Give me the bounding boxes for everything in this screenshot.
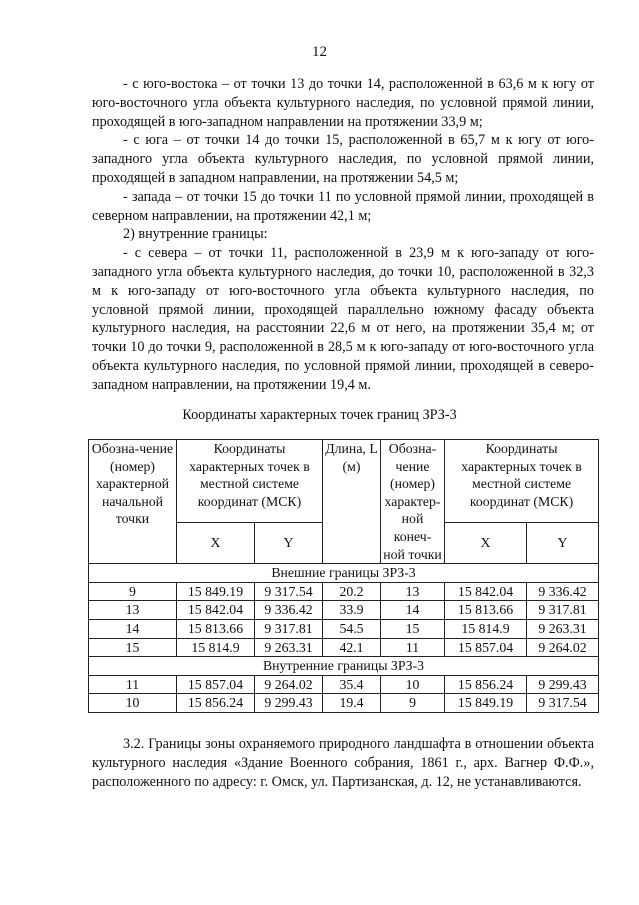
cell-end-x: 15 842.04 xyxy=(445,582,527,601)
cell-end-point: 10 xyxy=(381,675,445,694)
cell-start-x: 15 813.66 xyxy=(177,619,255,638)
header-coords-local-2: Координаты характерных точек в местной системе координат (МСК) xyxy=(445,440,599,523)
cell-end-point: 13 xyxy=(381,582,445,601)
cell-end-point: 11 xyxy=(381,638,445,657)
cell-end-x: 15 856.24 xyxy=(445,675,527,694)
section-label-inner: Внутренние границы ЗРЗ-3 xyxy=(89,657,599,676)
page-number: 12 xyxy=(312,44,327,60)
header-length: Длина, L (м) xyxy=(323,440,381,564)
paragraph-west: - запада – от точки 15 до точки 11 по условной прямой линии, проходящей в северном направлении, на протяжении 42,1 м; xyxy=(92,188,594,224)
paragraph-landscape-zone: 3.2. Границы зоны охраняемого природного ландшафта в отношении объекта культурного наследия «Здание Военного собрания, 1861 г., арх. Вагнер Ф.Ф.», расположенного по адресу: г. Омск, ул. Партизанская, д. 12, не устанавливаются. xyxy=(92,736,594,790)
table-title: Координаты характерных точек границ ЗРЗ-3 xyxy=(182,407,457,423)
cell-start-x: 15 849.19 xyxy=(177,582,255,601)
cell-start-x: 15 814.9 xyxy=(177,638,255,657)
table-row xyxy=(89,638,599,657)
cell-length: 20.2 xyxy=(323,582,381,601)
paragraph-south: - с юга – от точки 14 до точки 15, расположенной в 65,7 м к югу от юго-западного угла объекта культурного наследия, по условной прямой линии, проходящей в западном направлении, на протяжении 54,5 м; xyxy=(92,132,594,186)
body-text xyxy=(92,75,594,395)
cell-end-x: 15 813.66 xyxy=(445,601,527,620)
cell-start-point: 15 xyxy=(89,638,177,657)
header-x: X xyxy=(177,523,255,564)
table-row xyxy=(89,694,599,713)
table-header-row xyxy=(89,440,599,523)
cell-start-x: 15 856.24 xyxy=(177,694,255,713)
cell-start-y: 9 317.81 xyxy=(255,619,323,638)
cell-end-point: 9 xyxy=(381,694,445,713)
table-row xyxy=(89,582,599,601)
cell-end-y: 9 317.54 xyxy=(527,694,599,713)
cell-length: 33.9 xyxy=(323,601,381,620)
cell-length: 54.5 xyxy=(323,619,381,638)
closing-text xyxy=(92,735,594,791)
header-y-2: Y xyxy=(527,523,599,564)
cell-end-x: 15 849.19 xyxy=(445,694,527,713)
cell-length: 19.4 xyxy=(323,694,381,713)
cell-end-y: 9 299.43 xyxy=(527,675,599,694)
table-row xyxy=(89,601,599,620)
header-end-point: Обозна-чение (номер) характер-ной конеч-ной точки xyxy=(381,440,445,564)
cell-start-y: 9 317.54 xyxy=(255,582,323,601)
header-start-point: Обозна-чение (номер) характерной начальной точки xyxy=(89,440,177,564)
cell-start-y: 9 299.43 xyxy=(255,694,323,713)
cell-start-point: 10 xyxy=(89,694,177,713)
cell-start-y: 9 336.42 xyxy=(255,601,323,620)
cell-end-y: 9 263.31 xyxy=(527,619,599,638)
header-coords-local: Координаты характерных точек в местной системе координат (МСК) xyxy=(177,440,323,523)
section-row-outer xyxy=(89,564,599,583)
cell-end-x: 15 857.04 xyxy=(445,638,527,657)
section-label-outer: Внешние границы ЗРЗ-3 xyxy=(89,564,599,583)
cell-start-y: 9 263.31 xyxy=(255,638,323,657)
cell-end-point: 14 xyxy=(381,601,445,620)
cell-length: 35.4 xyxy=(323,675,381,694)
cell-end-x: 15 814.9 xyxy=(445,619,527,638)
section-row-inner xyxy=(89,657,599,676)
cell-end-y: 9 336.42 xyxy=(527,582,599,601)
cell-start-x: 15 857.04 xyxy=(177,675,255,694)
cell-start-x: 15 842.04 xyxy=(177,601,255,620)
paragraph-inner-heading: 2) внутренние границы: xyxy=(123,226,268,243)
coordinates-table xyxy=(88,439,599,713)
table-row xyxy=(89,675,599,694)
cell-start-point: 9 xyxy=(89,582,177,601)
cell-start-point: 14 xyxy=(89,619,177,638)
cell-start-point: 13 xyxy=(89,601,177,620)
table-row xyxy=(89,619,599,638)
header-y: Y xyxy=(255,523,323,564)
header-x-2: X xyxy=(445,523,527,564)
cell-length: 42.1 xyxy=(323,638,381,657)
cell-end-y: 9 264.02 xyxy=(527,638,599,657)
cell-start-point: 11 xyxy=(89,675,177,694)
cell-end-y: 9 317.81 xyxy=(527,601,599,620)
paragraph-north: - с севера – от точки 11, расположенной в 23,9 м к юго-западу от юго-западного угла объекта культурного наследия, до точки 10, расположенной в 32,3 м к юго-западу от юго-восточного угла объекта культурного наследия, по условной прямой линии, проходящей параллельно южному фасаду объекта культурного наследия, на расстоянии 22,6 м от него, на протяжении 35,4 м; от точки 10 до точки 9, расположенной в 28,5 м к юго-западу от юго-восточного угла объекта культурного наследия, по условной прямой линии, проходящей в северо-западном направлении, на протяжении 19,4 м. xyxy=(92,245,594,393)
cell-end-point: 15 xyxy=(381,619,445,638)
paragraph-southeast: - с юго-востока – от точки 13 до точки 14, расположенной в 63,6 м к югу от юго-восточного угла объекта культурного наследия, по условной прямой линии, проходящей в юго-западном направлении на протяжении 33,9 м; xyxy=(92,76,594,130)
cell-start-y: 9 264.02 xyxy=(255,675,323,694)
